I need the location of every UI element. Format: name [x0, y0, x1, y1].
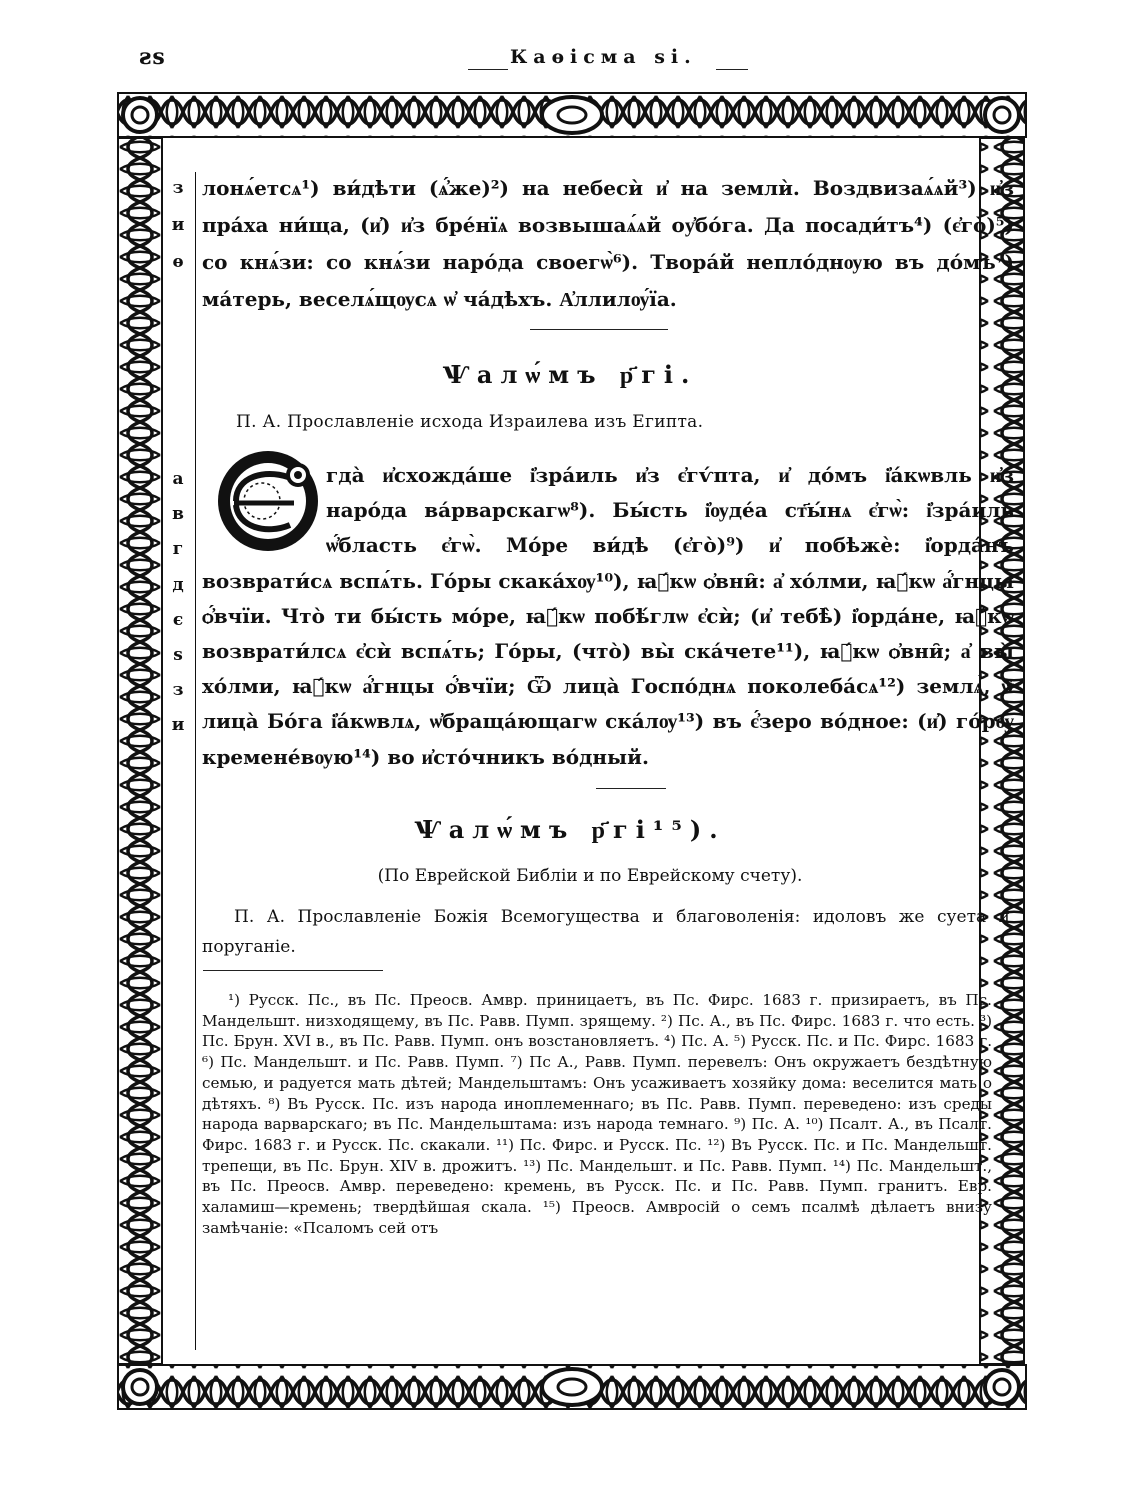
footnote: ⁸) Въ Русск. Пс. изъ народа иноплеменнаго; въ Пс. Равв. Пумп. переведено: изъ среды народа варварскаго; въ Пс. Мандельштама: изъ народа темнаго. [202, 1094, 992, 1134]
footnote: ³) Пс. Брун. XVI в., въ Пс. Равв. Пумп. онъ возстановляетъ. [202, 1011, 993, 1051]
running-header: Каѳісма sі. [510, 46, 697, 68]
footnote-rule [203, 970, 383, 971]
header-rule-right [716, 69, 748, 70]
header-rule-left [468, 69, 508, 70]
footnote: ¹²) Въ Русск. Пс. и Пс. Мандельшт. трепещи, въ Пс. Брун. XIV в. дрожитъ. [202, 1135, 993, 1175]
verse-number: в [172, 504, 184, 525]
section-separator [530, 329, 668, 330]
footnote: ⁷) Пс А., Равв. Пумп. перевелъ: Онъ окружаетъ бездѣтную семью, и радуется мать дѣтей; Мандельштамъ: Онъ усаживаетъ хозяйку дома: веселится мать о дѣтяхъ. [202, 1053, 992, 1113]
footnote: ⁹) Пс. А. [734, 1115, 800, 1134]
verse-number: а [172, 469, 184, 489]
passage1-text: лонѧ́етсѧ¹) ви́дѣти (ѧ҆́же)²) на небесѝ и҆ на землѝ. Воздвизаѧ́ѧй³) и҆з пра́ха ни́ща, (и҆) и҆з бре́нїѧ возвышаѧ́ѧй оу҆бо́га. Да посади́тъ⁴) (є҆го̀)⁵) со кнѧ́зи: со кнѧ́зи наро́да своегѡ̀⁶). Твора́й непло́днѹю въ до́мъ⁷) ма́терь, веселѧ́щѹсѧ ѡ҆ ча́дѣхъ. А҆ллилѹ́їа. [202, 176, 1014, 311]
footnote: ¹¹) Пс. Фирс. и Русск. Пс. [495, 1135, 702, 1154]
footnote: ⁴) Пс. А. [664, 1032, 730, 1051]
verse-number: з [172, 178, 184, 198]
verse-number: и [171, 715, 185, 736]
footnote: ⁶) Пс. Мандельшт. и Пс. Равв. Пумп. [202, 1053, 505, 1072]
verse-number: ѳ [172, 252, 184, 272]
psalm113-text-block [202, 458, 1014, 775]
verse-number: ѕ [173, 644, 183, 665]
psalm-title: Ѱалѡ́мъ р҃гі. [442, 360, 698, 389]
page-number: ꙅѕ [139, 44, 166, 70]
footnote: ⁵) Русск. Пс. и Пс. Фирс. 1683 г. [734, 1032, 993, 1051]
footnote: ¹⁴) Пс. Мандельшт., въ Пс. Преосв. Амвр. переведено: кремень, въ Русск. Пс. и Пс. Равв. Пумп. гранитъ. Евр. халамиш—кремень; твердѣйшая скала. [202, 1156, 993, 1217]
footnote: ¹⁵) Преосв. Амвросій о семъ псалмѣ дѣлаетъ внизу замѣчаніе: «Псаломъ сей отъ [202, 1198, 992, 1237]
psalm-note: (По Еврейской Библіи и по Еврейскому счету). [377, 866, 803, 886]
verse-number: є [172, 609, 184, 630]
psalm-summary: П. А. Прославленіе исхода Израилева изъ Египта. [236, 412, 704, 432]
footnote: ¹) Русск. Пс., въ Пс. Преосв. Амвр. приницаетъ, въ Пс. Фирс. 1683 г. призираетъ, въ Пс. Мандельшт. низходящему, въ Пс. Равв. Пумп. зрящему. [202, 991, 992, 1030]
verse-number: и [171, 215, 185, 235]
initial-float-space [202, 458, 326, 560]
verse-number: д [172, 574, 184, 595]
footnotes [202, 990, 992, 1238]
psalm-summary: П. А. Прославленіе Божія Всемогущества и благоволенія: идоловъ же суета и поруганіе. [202, 907, 1010, 957]
footnote: ¹³) Пс. Мандельшт. и Пс. Равв. Пумп. [523, 1156, 828, 1175]
footnote: ¹⁰) Псалт. А., въ Псалт. Фирс. 1683 г. и Русск. Пс. скакали. [202, 1115, 992, 1154]
verse-numbers-passage1 [165, 170, 191, 281]
verse-number: г [172, 539, 184, 560]
psalm113-text: гда̀ и҆схожда́ше і҆зра́иль и҆з є҆гѵ́пта, и҆ до́мъ і҆а́кѡвль и҆з наро́да ва́рварскагѡ⁸). Бы́сть і҆ѹде́а ст҃ы́нѧ є҆гѡ̀: і҆зра́иль ѡ҆́бласть є҆гѡ̀. Мо́ре ви́дѣ (є҆го̀)⁹) и҆ побѣжѐ: і҆орда́нъ возврати́сѧ вспѧ́ть. Го́ры скака́хѹ¹⁰), ꙗ҆́кѡ ѻ҆вни̑: а҆ хо́лми, ꙗ҆́кѡ а҆́гнцы ѻ҆́вчїи. Что̀ ти бы́сть мо́ре, ꙗ҆́кѡ побѣ́глѡ є҆сѝ; (и҆ тебѣ̀) і҆орда́не, ꙗ҆́кѡ возврати́лсѧ є҆сѝ вспѧ́ть; Го́ры, (что̀) вы̀ ска́чете¹¹), ꙗ҆́кѡ ѻ҆вни̑; а҆ вы̀ хо́лми, ꙗ҆́кѡ а҆́гнцы ѻ҆́вчїи; Ѿ лица̀ Госпо́днѧ поколеба́сѧ¹²) землѧ̀, ѿ лица̀ Бо́га і҆а́кѡвлѧ, ѡ҆браща́ющагѡ ска́лѹ¹³) въ є҆́зеро во́дное: (и҆) го́рѹ кремене́вѹю¹⁴) во и҆сто́чникъ во́дный. [202, 463, 1014, 769]
footnote: ²) Пс. А., въ Пс. Фирс. 1683 г. что есть. [660, 1011, 975, 1030]
section-separator [596, 788, 666, 789]
psalm-title: Ѱалѡ́мъ р҃гі¹⁵). [414, 815, 726, 844]
verse-numbers-psalm113 [165, 462, 191, 744]
column-rule [195, 172, 196, 1350]
verse-number: з [172, 680, 184, 701]
